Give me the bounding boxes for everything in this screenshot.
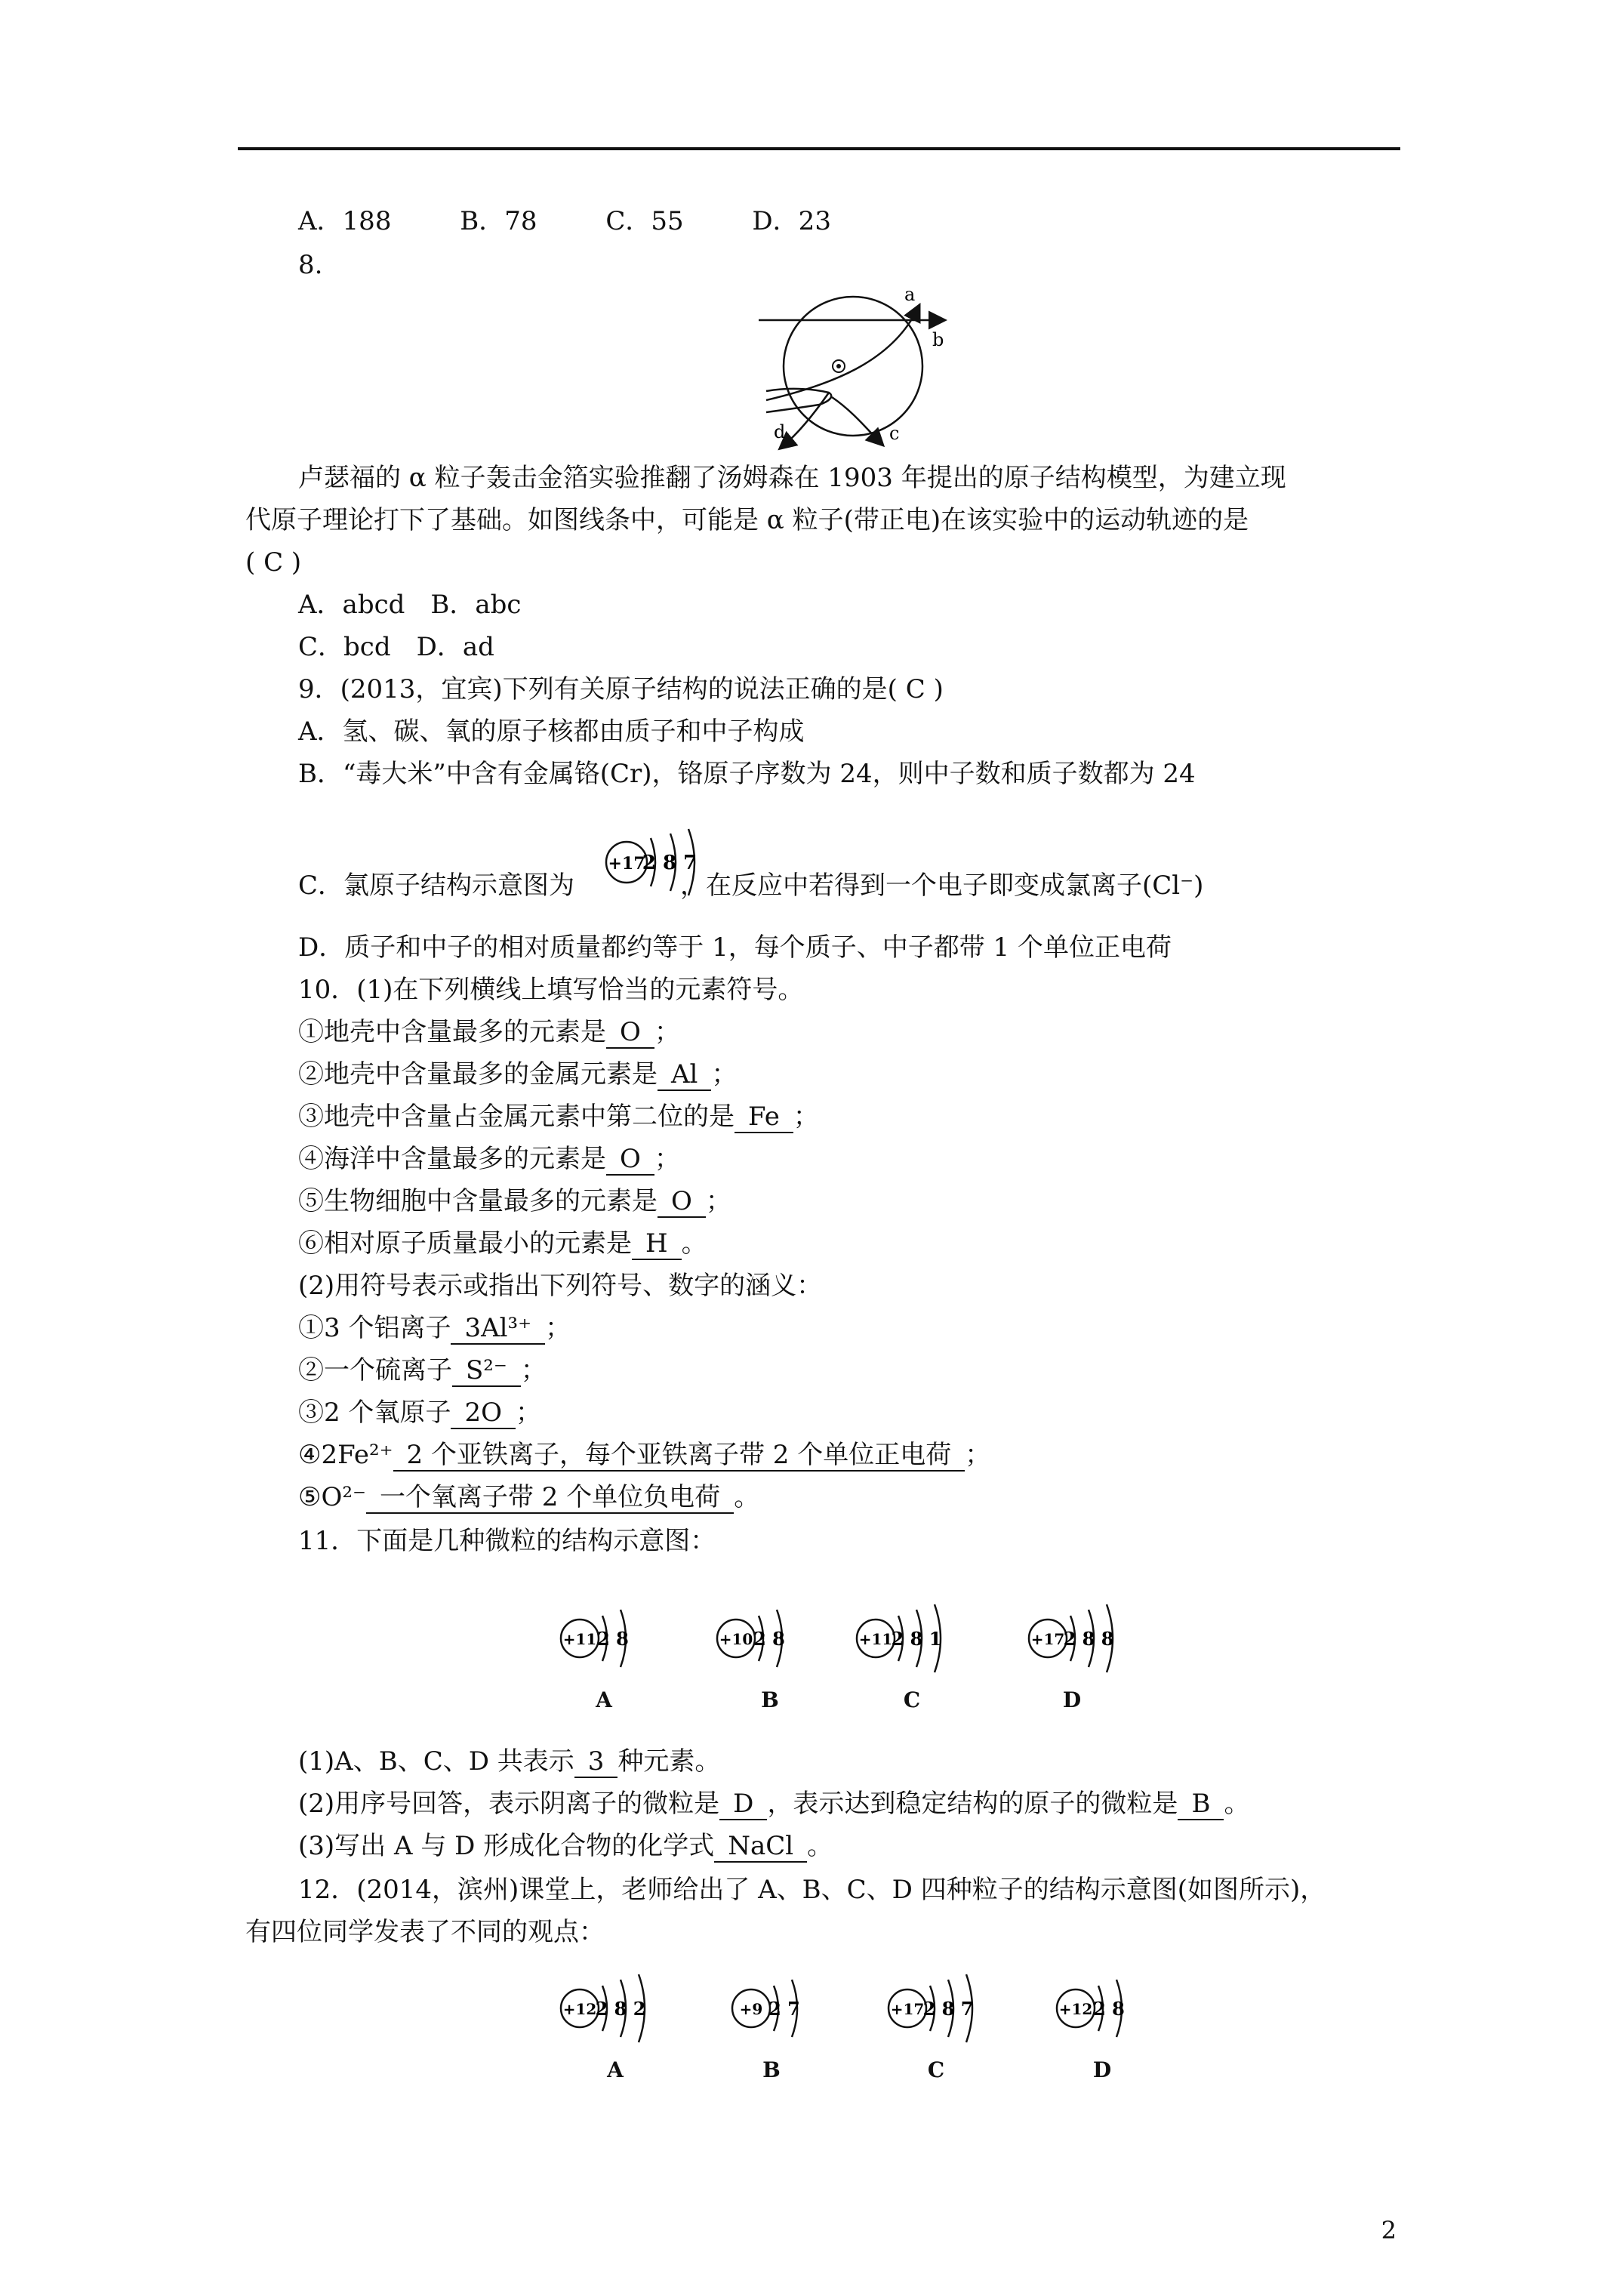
q11-part1-tail: 种元素。: [617, 1746, 721, 1777]
header-rule: [238, 147, 1400, 150]
q10-item-6-text: ⑥相对原子质量最小的元素是: [298, 1228, 632, 1259]
q11-label-c: C: [903, 1687, 921, 1712]
q10-item-2-text: ②地壳中含量最多的金属元素是: [298, 1059, 658, 1089]
q12-a-nucleus: +12: [562, 2000, 597, 2018]
q12-b-nucleus: +9: [739, 2000, 763, 2018]
q10-part2-item-5: [298, 1480, 759, 1515]
q10-part2-item-2-text: ②一个硫离子: [298, 1355, 452, 1385]
q11-diagram-a: [557, 1601, 663, 1676]
q10-item-5-answer: O: [658, 1186, 706, 1218]
q10-part2-item-1-punct: ；: [545, 1313, 571, 1343]
q10-part2-item-3: [298, 1395, 541, 1430]
q10-part2-item-3-text: ③2 个氧原子: [298, 1398, 451, 1428]
q11-part3-tail: 。: [807, 1831, 833, 1861]
q10-part2-item-3-punct: ；: [515, 1398, 541, 1428]
q11-part1-answer: 3: [574, 1746, 618, 1778]
q12-diagram-d: [1053, 1971, 1159, 2046]
q11-part3-answer: NaCl: [714, 1831, 807, 1863]
q11-diagram-c: [853, 1601, 974, 1676]
q10-item-3: [298, 1099, 819, 1134]
q10-part2-item-2: [298, 1353, 547, 1388]
q10-item-2-punct: ；: [711, 1059, 738, 1089]
q12-label-a: A: [607, 2057, 624, 2082]
q11-b-nucleus: +10: [719, 1630, 753, 1648]
q11-part2-text: (2)用序号回答，表示阴离子的微粒是: [298, 1789, 720, 1819]
q11-part3-text: (3)写出 A 与 D 形成化合物的化学式: [298, 1831, 715, 1861]
q11-part1-text: (1)A、B、C、D 共表示: [298, 1746, 574, 1777]
q9-stem: 9．(2013，宜宾)下列有关原子结构的说法正确的是( C ): [298, 674, 944, 704]
q10-item-5-text: ⑤生物细胞中含量最多的元素是: [298, 1186, 658, 1216]
q10-item-1-answer: O: [606, 1017, 654, 1049]
q8-answer: ( C ): [245, 547, 302, 578]
q12-diagram-c: [885, 1971, 1006, 2046]
q11-part2: [298, 1786, 1249, 1821]
q11-part3: [298, 1829, 833, 1863]
q11-part2-mid: ，表示达到稳定结构的原子的微粒是: [767, 1789, 1178, 1819]
q10-item-4-answer: O: [606, 1144, 654, 1176]
q11-part2-tail: 。: [1224, 1789, 1250, 1819]
q12-text-line1: 12．(2014，滨州)课堂上，老师给出了 A、B、C、D 四种粒子的结构示意图(如图所示)，: [298, 1875, 1326, 1905]
q11-d-nucleus: +17: [1030, 1630, 1065, 1648]
q7-option-b: B．78: [460, 206, 537, 236]
q12-diagram-b: [728, 1971, 834, 2046]
chlorine-shells: 2 8 7: [642, 852, 698, 874]
q11-diagram-b: [713, 1601, 819, 1676]
q11-c-shells: 2 8 1: [891, 1628, 942, 1650]
q9-option-b: B．“毒大米”中含有金属铬(Cr)，铬原子序数为 24，则中子数和质子数都为 24: [298, 759, 1196, 789]
q11-a-nucleus: +11: [562, 1630, 597, 1648]
q10-item-3-answer: Fe: [735, 1102, 793, 1133]
q11-label-d: D: [1062, 1687, 1082, 1712]
q7-option-c: C．55: [605, 206, 684, 236]
q11-a-shells: 2 8: [597, 1628, 629, 1650]
q10-item-6-punct: 。: [681, 1228, 707, 1259]
q11-label-a: A: [596, 1687, 612, 1712]
q11-label-b: B: [761, 1687, 779, 1712]
trajectory-label-c: c: [889, 423, 900, 444]
q12-a-shells: 2 8 2: [595, 1998, 646, 2020]
q9-option-d: D．质子和中子的相对质量都约等于 1，每个质子、中子都带 1 个单位正电荷: [298, 932, 1172, 963]
q11-diagram-d: [1025, 1601, 1146, 1676]
q7-option-d: D．23: [752, 206, 831, 236]
q10-part2-item-5-punct: 。: [734, 1482, 760, 1512]
q10-part2-item-1-answer: 3Al³⁺: [451, 1313, 545, 1345]
trajectory-label-d: d: [774, 421, 786, 442]
page-number: 2: [1381, 2216, 1397, 2245]
q10-item-6: [298, 1226, 707, 1261]
q12-text-line2: 有四位同学发表了不同的观点：: [245, 1917, 605, 1947]
q10-stem: 10．(1)在下列横线上填写恰当的元素符号。: [298, 975, 804, 1005]
q10-item-5: [298, 1184, 731, 1219]
q10-item-1: [298, 1015, 680, 1049]
q9-option-a: A．氢、碳、氧的原子核都由质子和中子构成: [298, 717, 805, 747]
q12-c-shells: 2 8 7: [922, 1998, 974, 2020]
q10-part2-item-4-text: ④2Fe²⁺: [298, 1440, 393, 1470]
q10-item-3-text: ③地壳中含量占金属元素中第二位的是: [298, 1102, 735, 1132]
q9-option-c-post: ，在反应中若得到一个电子即变成氯离子(Cl⁻): [680, 871, 1204, 901]
q12-diagram-a: [557, 1971, 678, 2046]
q12-c-nucleus: +17: [890, 2000, 925, 2018]
q10-item-6-answer: H: [632, 1228, 682, 1260]
q11-stem: 11．下面是几种微粒的结构示意图：: [298, 1526, 716, 1556]
q11-part1: [298, 1744, 720, 1779]
q10-part2-item-2-answer: S²⁻: [452, 1355, 521, 1387]
chlorine-nucleus: +17: [608, 854, 645, 874]
q7-option-a: A．188: [298, 206, 392, 236]
q8-text-line1: 卢瑟福的 α 粒子轰击金箔实验推翻了汤姆森在 1903 年提出的原子结构模型，为建立现: [298, 463, 1286, 493]
q10-item-2-answer: Al: [658, 1059, 711, 1091]
q12-label-d: D: [1092, 2057, 1112, 2082]
q10-item-3-punct: ；: [793, 1102, 819, 1132]
q10-part2-item-1: [298, 1311, 571, 1345]
q10-part2-stem: (2)用符号表示或指出下列符号、数字的涵义：: [298, 1271, 823, 1301]
q9-option-c-pre: C．氯原子结构示意图为: [298, 871, 575, 901]
q8-text-line2: 代原子理论打下了基础。如图线条中，可能是 α 粒子(带正电)在该实验中的运动轨迹的是: [245, 505, 1249, 535]
q10-part2-item-3-answer: 2O: [451, 1398, 516, 1429]
q10-part2-item-2-punct: ；: [520, 1355, 547, 1385]
q10-part2-item-5-text: ⑤O²⁻: [298, 1482, 366, 1512]
q11-d-shells: 2 8 8: [1063, 1628, 1114, 1650]
q7-options: [298, 204, 892, 239]
q10-item-5-punct: ；: [705, 1186, 731, 1216]
q10-part2-item-1-text: ①3 个铝离子: [298, 1313, 451, 1343]
q10-item-1-text: ①地壳中含量最多的元素是: [298, 1017, 606, 1047]
q12-d-nucleus: +12: [1058, 2000, 1093, 2018]
q8-options-2: C．bcd D．ad: [298, 632, 494, 662]
q12-d-shells: 2 8: [1093, 1998, 1125, 2020]
q12-label-b: B: [762, 2057, 781, 2082]
q10-item-1-punct: ；: [654, 1017, 680, 1047]
trajectory-label-b: b: [932, 329, 944, 350]
q11-part2-answer-1: D: [719, 1789, 767, 1820]
q8-options-1: A．abcd B．abc: [298, 590, 522, 620]
q10-part2-item-4-punct: ；: [965, 1440, 991, 1470]
q10-part2-item-4-answer: 2 个亚铁离子，每个亚铁离子带 2 个单位正电荷: [393, 1440, 965, 1472]
alpha-scattering-diagram: [747, 279, 966, 453]
q10-part2-item-4: [298, 1438, 990, 1472]
q11-part2-answer-2: B: [1178, 1789, 1224, 1820]
q12-label-c: C: [927, 2057, 945, 2082]
q10-item-4-text: ④海洋中含量最多的元素是: [298, 1144, 606, 1174]
q10-item-4-punct: ；: [654, 1144, 680, 1174]
q8-number: 8.: [298, 250, 323, 280]
q11-c-nucleus: +11: [858, 1630, 893, 1648]
trajectory-label-a: a: [904, 284, 916, 305]
q11-b-shells: 2 8: [753, 1628, 785, 1650]
q12-b-shells: 2 7: [768, 1998, 800, 2020]
q10-item-4: [298, 1142, 680, 1176]
q9-option-c: [298, 868, 1203, 903]
q10-part2-item-5-answer: 一个氧离子带 2 个单位负电荷: [366, 1482, 734, 1514]
q10-item-2: [298, 1057, 737, 1092]
chlorine-atom-diagram: [604, 823, 717, 902]
